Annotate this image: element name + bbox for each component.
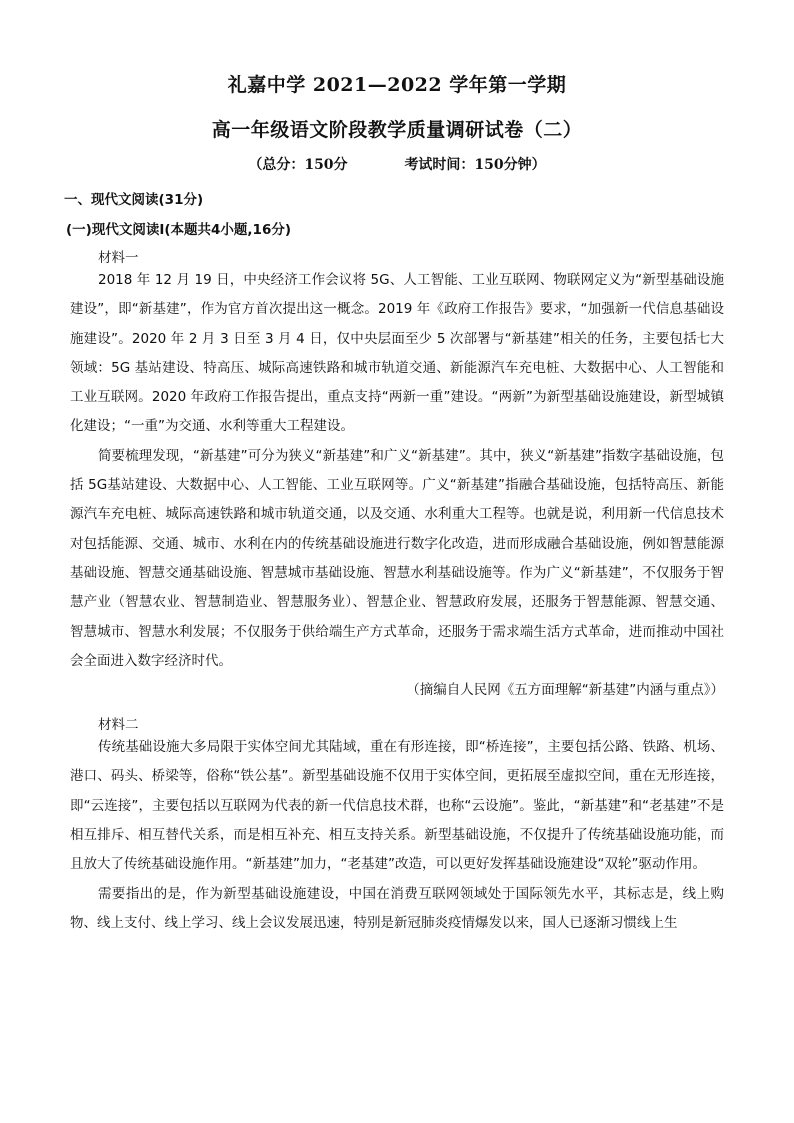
- paragraph: 2018 年 12 月 19 日，中央经济工作会议将 5G、人工智能、工业互联网、物联网定义为“新型基础设施建设”，即“新基建”，作为官方首次提出这一概念。2019 年《政府工作报告》要求，“加强新一代信息基础设施建设”。2020 年 2 月 3 日至 3 月 4 日，仅中央层面至少 5 次部署与“新基建”相关的任务，主要包括七大领域：5G 基站建设、特高压、城际高速铁路和城市轨道交通、新能源汽车充电桩、大数据中心、人工智能和工业互联网。2020 年政府工作报告提出，重点支持“两新一重”建设。“两新”为新型基础设施建设，新型城镇化建设；“一重”为交通、水利等重大工程建设。: [70, 272, 724, 435]
- paragraph: 简要梳理发现，“新基建”可分为狭义“新基建”和广义“新基建”。其中，狭义“新基建”指数字基础设施，包括 5G基站建设、大数据中心、人工智能、工业互联网等。广义“新基建”指融合基础设施，包括特高压、新能源汽车充电桩、城际高速铁路和城市轨道交通，以及交通、水利重大工程等。也就是说，利用新一代信息技术对包括能源、交通、城市、水利在内的传统基础设施进行数字化改造，进而形成融合基础设施，例如智慧能源基础设施、智慧交通基础设施、智慧城市基础设施、智慧水利基础设施等。作为广义“新基建”，不仅服务于智慧产业（智慧农业、智慧制造业、智慧服务业）、智慧企业、智慧政府发展，还服务于智慧能源、智慧交通、智慧城市、智慧水利发展；不仅服务于供给端生产方式革命，还服务于需求端生活方式革命，进而推动中国社会全面进入数字经济时代。: [70, 447, 724, 669]
- exam-time: 考试时间：150分钟）: [404, 157, 546, 173]
- section-heading: 一、现代文阅读(31分): [64, 192, 204, 208]
- exam-title: 高一年级语文阶段教学质量调研试卷（二）: [211, 119, 583, 141]
- material-one-label: 材料一: [98, 250, 139, 266]
- source-citation: （摘编自人民网《五方面理解“新基建”内涵与重点》）: [406, 682, 724, 699]
- paragraph: 需要指出的是，作为新型基础设施建设，中国在消费互联网领域处于国际领先水平，其标志是，线上购物、线上支付、线上学习、线上会议发展迅速，特别是新冠肺炎疫情爆发以来，国人已逐渐习惯线上生: [70, 885, 724, 931]
- paragraph: 传统基础设施大多局限于实体空间尤其陆域，重在有形连接，即“桥连接”，主要包括公路、铁路、机场、港口、码头、桥梁等，俗称“铁公基”。新型基础设施不仅用于实体空间，更拓展至虚拟空间，重在无形连接，即“云连接”，主要包括以互联网为代表的新一代信息技术群，也称“云设施”。鉴此，“新基建”和“老基建”不是相互排斥、相互替代关系，而是相互补充、相互支持关系。新型基础设施，不仅提升了传统基础设施功能，而且放大了传统基础设施作用。“新基建”加力，“老基建”改造，可以更好发挥基础设施建设“双轮”驱动作用。: [70, 739, 724, 873]
- total-score: （总分：150分: [248, 157, 348, 173]
- exam-meta: [70, 154, 724, 174]
- school-title: 礼嘉中学 2021—2022 学年第一学期: [227, 74, 567, 96]
- subsection-heading: (一)现代文阅读Ⅰ(本题共4小题,16分): [66, 222, 292, 238]
- material-two-label: 材料二: [98, 717, 139, 734]
